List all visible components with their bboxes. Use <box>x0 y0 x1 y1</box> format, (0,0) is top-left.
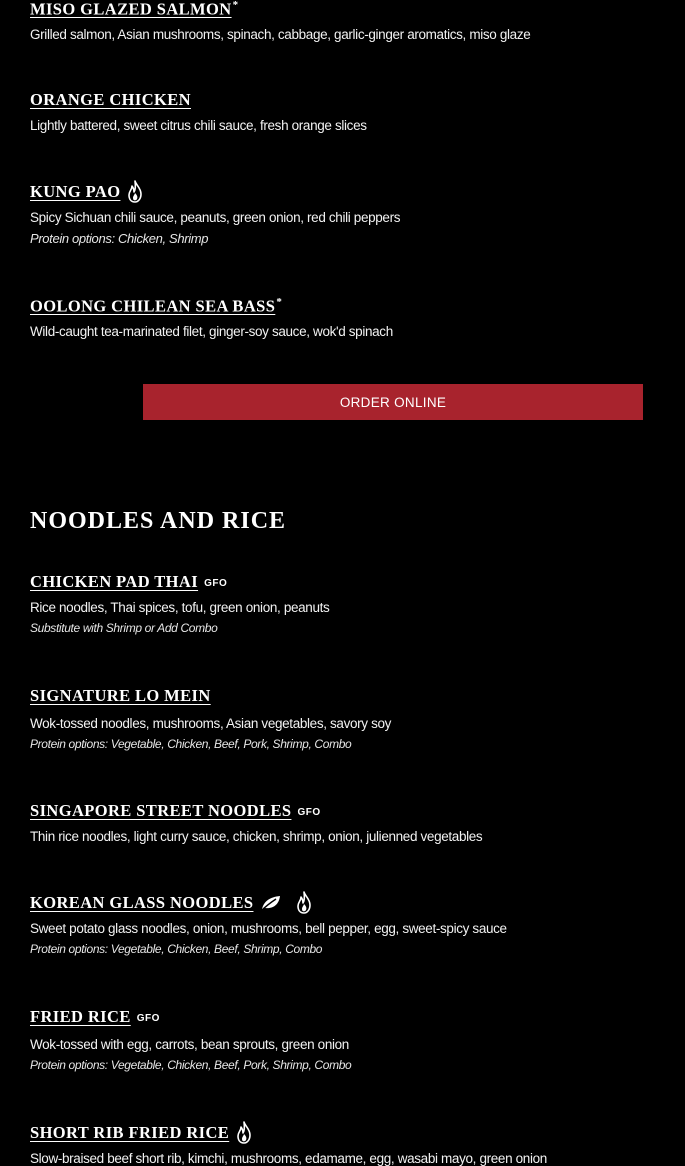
raw-warning-mark: * <box>276 295 283 308</box>
item-description: Thin rice noodles, light curry sauce, chicken, shrimp, onion, julienned vegetables <box>30 829 483 844</box>
item-description: Slow-braised beef short rib, kimchi, mushrooms, edamame, egg, wasabi mayo, green onion <box>30 1151 547 1166</box>
menu-item <box>30 0 670 42</box>
menu-item <box>30 89 670 133</box>
gfo-badge: GFO <box>204 577 228 589</box>
item-note: Protein options: Chicken, Shrimp <box>30 231 209 246</box>
item-note: Protein options: Vegetable, Chicken, Beef, Pork, Shrimp, Combo <box>30 737 352 751</box>
item-title-link[interactable]: SIGNATURE LO MEIN <box>30 686 211 705</box>
flame-icon <box>295 891 313 915</box>
item-note: Protein options: Vegetable, Chicken, Beef, Pork, Shrimp, Combo <box>30 1058 352 1072</box>
menu-item <box>30 295 670 339</box>
item-title-link[interactable]: ORANGE CHICKEN <box>30 90 191 109</box>
item-description: Wok-tossed noodles, mushrooms, Asian vegetables, savory soy <box>30 716 392 731</box>
item-note: Substitute with Shrimp or Add Combo <box>30 621 218 635</box>
leaf-icon <box>259 893 283 913</box>
menu-item <box>30 1122 670 1166</box>
item-description: Lightly battered, sweet citrus chili sauce, fresh orange slices <box>30 118 367 133</box>
item-title-link[interactable]: FRIED RICE <box>30 1007 131 1026</box>
item-title-link[interactable]: OOLONG CHILEAN SEA BASS* <box>30 295 283 316</box>
item-title-link[interactable]: KUNG PAO <box>30 182 121 201</box>
section-title: NOODLES AND RICE <box>30 508 287 534</box>
menu-item <box>30 1006 670 1072</box>
menu-item <box>30 571 670 635</box>
item-description: Wild-caught tea-marinated filet, ginger-soy sauce, wok'd spinach <box>30 324 393 339</box>
item-title-link[interactable]: MISO GLAZED SALMON* <box>30 0 239 19</box>
item-description: Spicy Sichuan chili sauce, peanuts, green onion, red chili peppers <box>30 210 401 225</box>
menu-item <box>30 892 670 956</box>
item-title-link[interactable]: CHICKEN PAD THAI <box>30 572 199 591</box>
item-title-link[interactable]: SINGAPORE STREET NOODLES <box>30 801 292 820</box>
item-description: Wok-tossed with egg, carrots, bean sprouts, green onion <box>30 1037 349 1052</box>
item-title-link[interactable]: SHORT RIB FRIED RICE <box>30 1123 230 1142</box>
item-description: Rice noodles, Thai spices, tofu, green onion, peanuts <box>30 600 330 615</box>
item-title-link[interactable]: KOREAN GLASS NOODLES <box>30 893 254 912</box>
flame-icon <box>126 180 144 204</box>
flame-icon <box>235 1121 253 1145</box>
menu-item <box>30 685 670 751</box>
menu-item <box>30 181 670 246</box>
order-online-button[interactable]: ORDER ONLINE <box>143 384 643 420</box>
item-description: Grilled salmon, Asian mushrooms, spinach, cabbage, garlic-ginger aromatics, miso glaze <box>30 27 531 42</box>
raw-warning-mark: * <box>232 0 239 11</box>
gfo-badge: GFO <box>136 1012 160 1024</box>
gfo-badge: GFO <box>297 806 321 818</box>
menu-item <box>30 800 670 844</box>
item-note: Protein options: Vegetable, Chicken, Beef, Shrimp, Combo <box>30 942 323 956</box>
item-description: Sweet potato glass noodles, onion, mushrooms, bell pepper, egg, sweet-spicy sauce <box>30 921 507 936</box>
